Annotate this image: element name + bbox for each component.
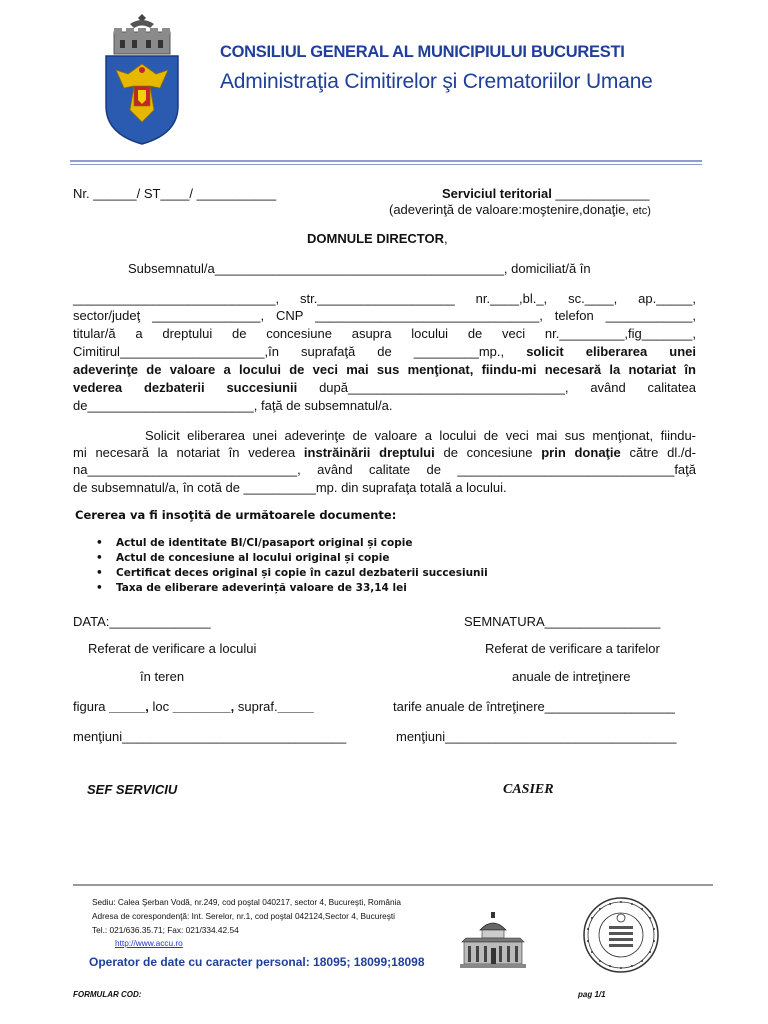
p1-line4: titular/ă a dreptului de concesiune asupra locului de veci nr._________,fig_______, — [73, 326, 696, 341]
registration-number-line: Nr. ______/ ST____/ ___________ — [73, 186, 277, 201]
salutation — [307, 229, 448, 248]
subtitle-text: (adeverinţă de valoare:moştenire,donaţie, — [389, 202, 629, 217]
council-title: CONSILIUL GENERAL AL MUNICIPIULUI BUCURESTI — [220, 43, 625, 61]
certification-seal-icon — [582, 896, 660, 974]
subtitle-etc: etc) — [632, 205, 651, 217]
p2-line2-d: prin donaţie — [541, 445, 621, 460]
ref-tariff-subtitle: anuale de intreţinere — [512, 669, 631, 684]
list-item: • Actul de concesiune al locului original și copie — [96, 552, 390, 564]
p1-line5 — [73, 342, 696, 361]
salutation-text: DOMNULE DIRECTOR — [307, 231, 444, 246]
p1-line6: adeverinţe de valoare a locului de veci mai sus menţionat, fiindu-mi necesară la notariat în — [73, 362, 696, 377]
p1-line8: de_______________________, faţă de subsemnatul/a. — [73, 398, 393, 413]
header-divider — [70, 160, 702, 162]
document-item-text: Certificat deces original și copie în cazul dezbaterii succesiunii — [116, 567, 488, 579]
signature-field: SEMNATURA________________ — [464, 614, 661, 629]
list-item: • Taxa de eliberare adeverință valoare de 33,14 lei — [96, 582, 407, 594]
list-item: • Actul de identitate BI/CI/pasaport original și copie — [96, 537, 413, 549]
figure-line — [73, 697, 314, 716]
certificate-type-subtitle — [389, 200, 651, 221]
p1-line7-rest: după______________________________, având calitatea — [319, 380, 696, 395]
footer-address: Sediu: Calea Şerban Vodă, nr.249, cod poştal 040217, sector 4, Bucureşti, România — [92, 897, 402, 907]
loc-label: loc — [152, 699, 170, 714]
tariff-line: tarife anuale de întreţinere__________________ — [393, 699, 675, 714]
service-blank: _____________ — [555, 186, 650, 201]
ref-location-title: Referat de verificare a locului — [88, 641, 257, 656]
p1-line1: Subsemnatul/a________________________________________, domiciliat/ă în — [128, 261, 591, 276]
p1-line5-bold: solicit eliberarea unei — [526, 344, 696, 359]
documents-title: Cererea va fi insoţită de următoarele documente: — [75, 508, 397, 522]
footer-phone: Tel.: 021/636.35.71; Fax: 021/334.42.54 — [92, 925, 239, 935]
p2-line2-a: mi necesară la notariat în vederea — [73, 445, 296, 460]
ref-tariff-title: Referat de verificare a tarifelor — [485, 641, 660, 656]
form-code-label: FORMULAR COD: — [73, 990, 142, 999]
mentions-right: menţiuni________________________________ — [396, 729, 677, 744]
p2-line1: Solicit eliberarea unei adeverinţe de valoare a locului de veci mai sus menţionat, fiindu- — [145, 428, 696, 443]
cashier-label: CASIER — [503, 782, 554, 797]
date-field: DATA:______________ — [73, 614, 211, 629]
p1-line2: ____________________________, str.___________________ nr.____,bl._, sc.____, ap._____, — [73, 291, 696, 306]
p2-line4: de subsemnatul/a, în cotă de __________mp. din suprafaţa totală a locului. — [73, 480, 507, 495]
p2-line2-b: instrăinării dreptului — [303, 445, 435, 460]
salutation-comma: , — [443, 231, 448, 246]
service-label: Serviciul teritorial — [442, 186, 552, 201]
document-item-text: Actul de identitate BI/CI/pasaport original și copie — [116, 537, 413, 549]
documents-list — [96, 537, 488, 597]
footer-correspondence: Adresa de corespondenţă: Int. Serelor, nr.1, cod poştal 042124,Sector 4, Bucureşti — [92, 911, 396, 921]
figura-label: figura — [73, 699, 106, 714]
data-operator-line: Operator de date cu caracter personal: 18095; 18099;18098 — [89, 955, 425, 969]
head-of-service-label: SEF SERVICIU — [87, 782, 178, 797]
header-divider-thin — [70, 164, 702, 165]
document-item-text: Taxa de eliberare adeverință valoare de 33,14 lei — [116, 582, 407, 594]
mentions-left: menţiuni_______________________________ — [73, 729, 347, 744]
p2-line2-e: către dl./d- — [629, 445, 697, 460]
supraf-blank: _____ — [277, 699, 314, 714]
p2-line3: na_____________________________, având calitate de ______________________________faţă — [73, 462, 696, 477]
document-item-text: Actul de concesiune al locului original și copie — [116, 552, 390, 564]
footer-divider — [73, 884, 713, 886]
page-number: pag 1/1 — [578, 990, 606, 999]
building-illustration — [458, 910, 528, 970]
coat-of-arms-logo — [100, 14, 184, 146]
p1-line7-bold: vederea dezbaterii succesiunii — [73, 380, 298, 395]
figura-blank: _____, — [109, 699, 149, 714]
footer-website-link[interactable]: http://www.accu.ro — [115, 938, 183, 948]
list-item: • Certificat deces original și copie în cazul dezbaterii succesiunii — [96, 567, 488, 579]
p1-line5-start: Cimitirul____________________,în suprafaţă de _________mp., — [73, 344, 505, 359]
p1-line7 — [73, 378, 696, 397]
p2-line2-c: de concesiune — [443, 445, 533, 460]
administration-title: Administraţia Cimitirelor şi Crematoriilor Umane — [220, 70, 653, 93]
ref-location-subtitle: în teren — [140, 669, 185, 684]
p1-line3: sector/judeţ _______________, CNP _______________________________, telefon ____________, — [73, 308, 696, 323]
loc-blank: ________, — [172, 699, 235, 714]
supraf-label: supraf. — [237, 699, 278, 714]
